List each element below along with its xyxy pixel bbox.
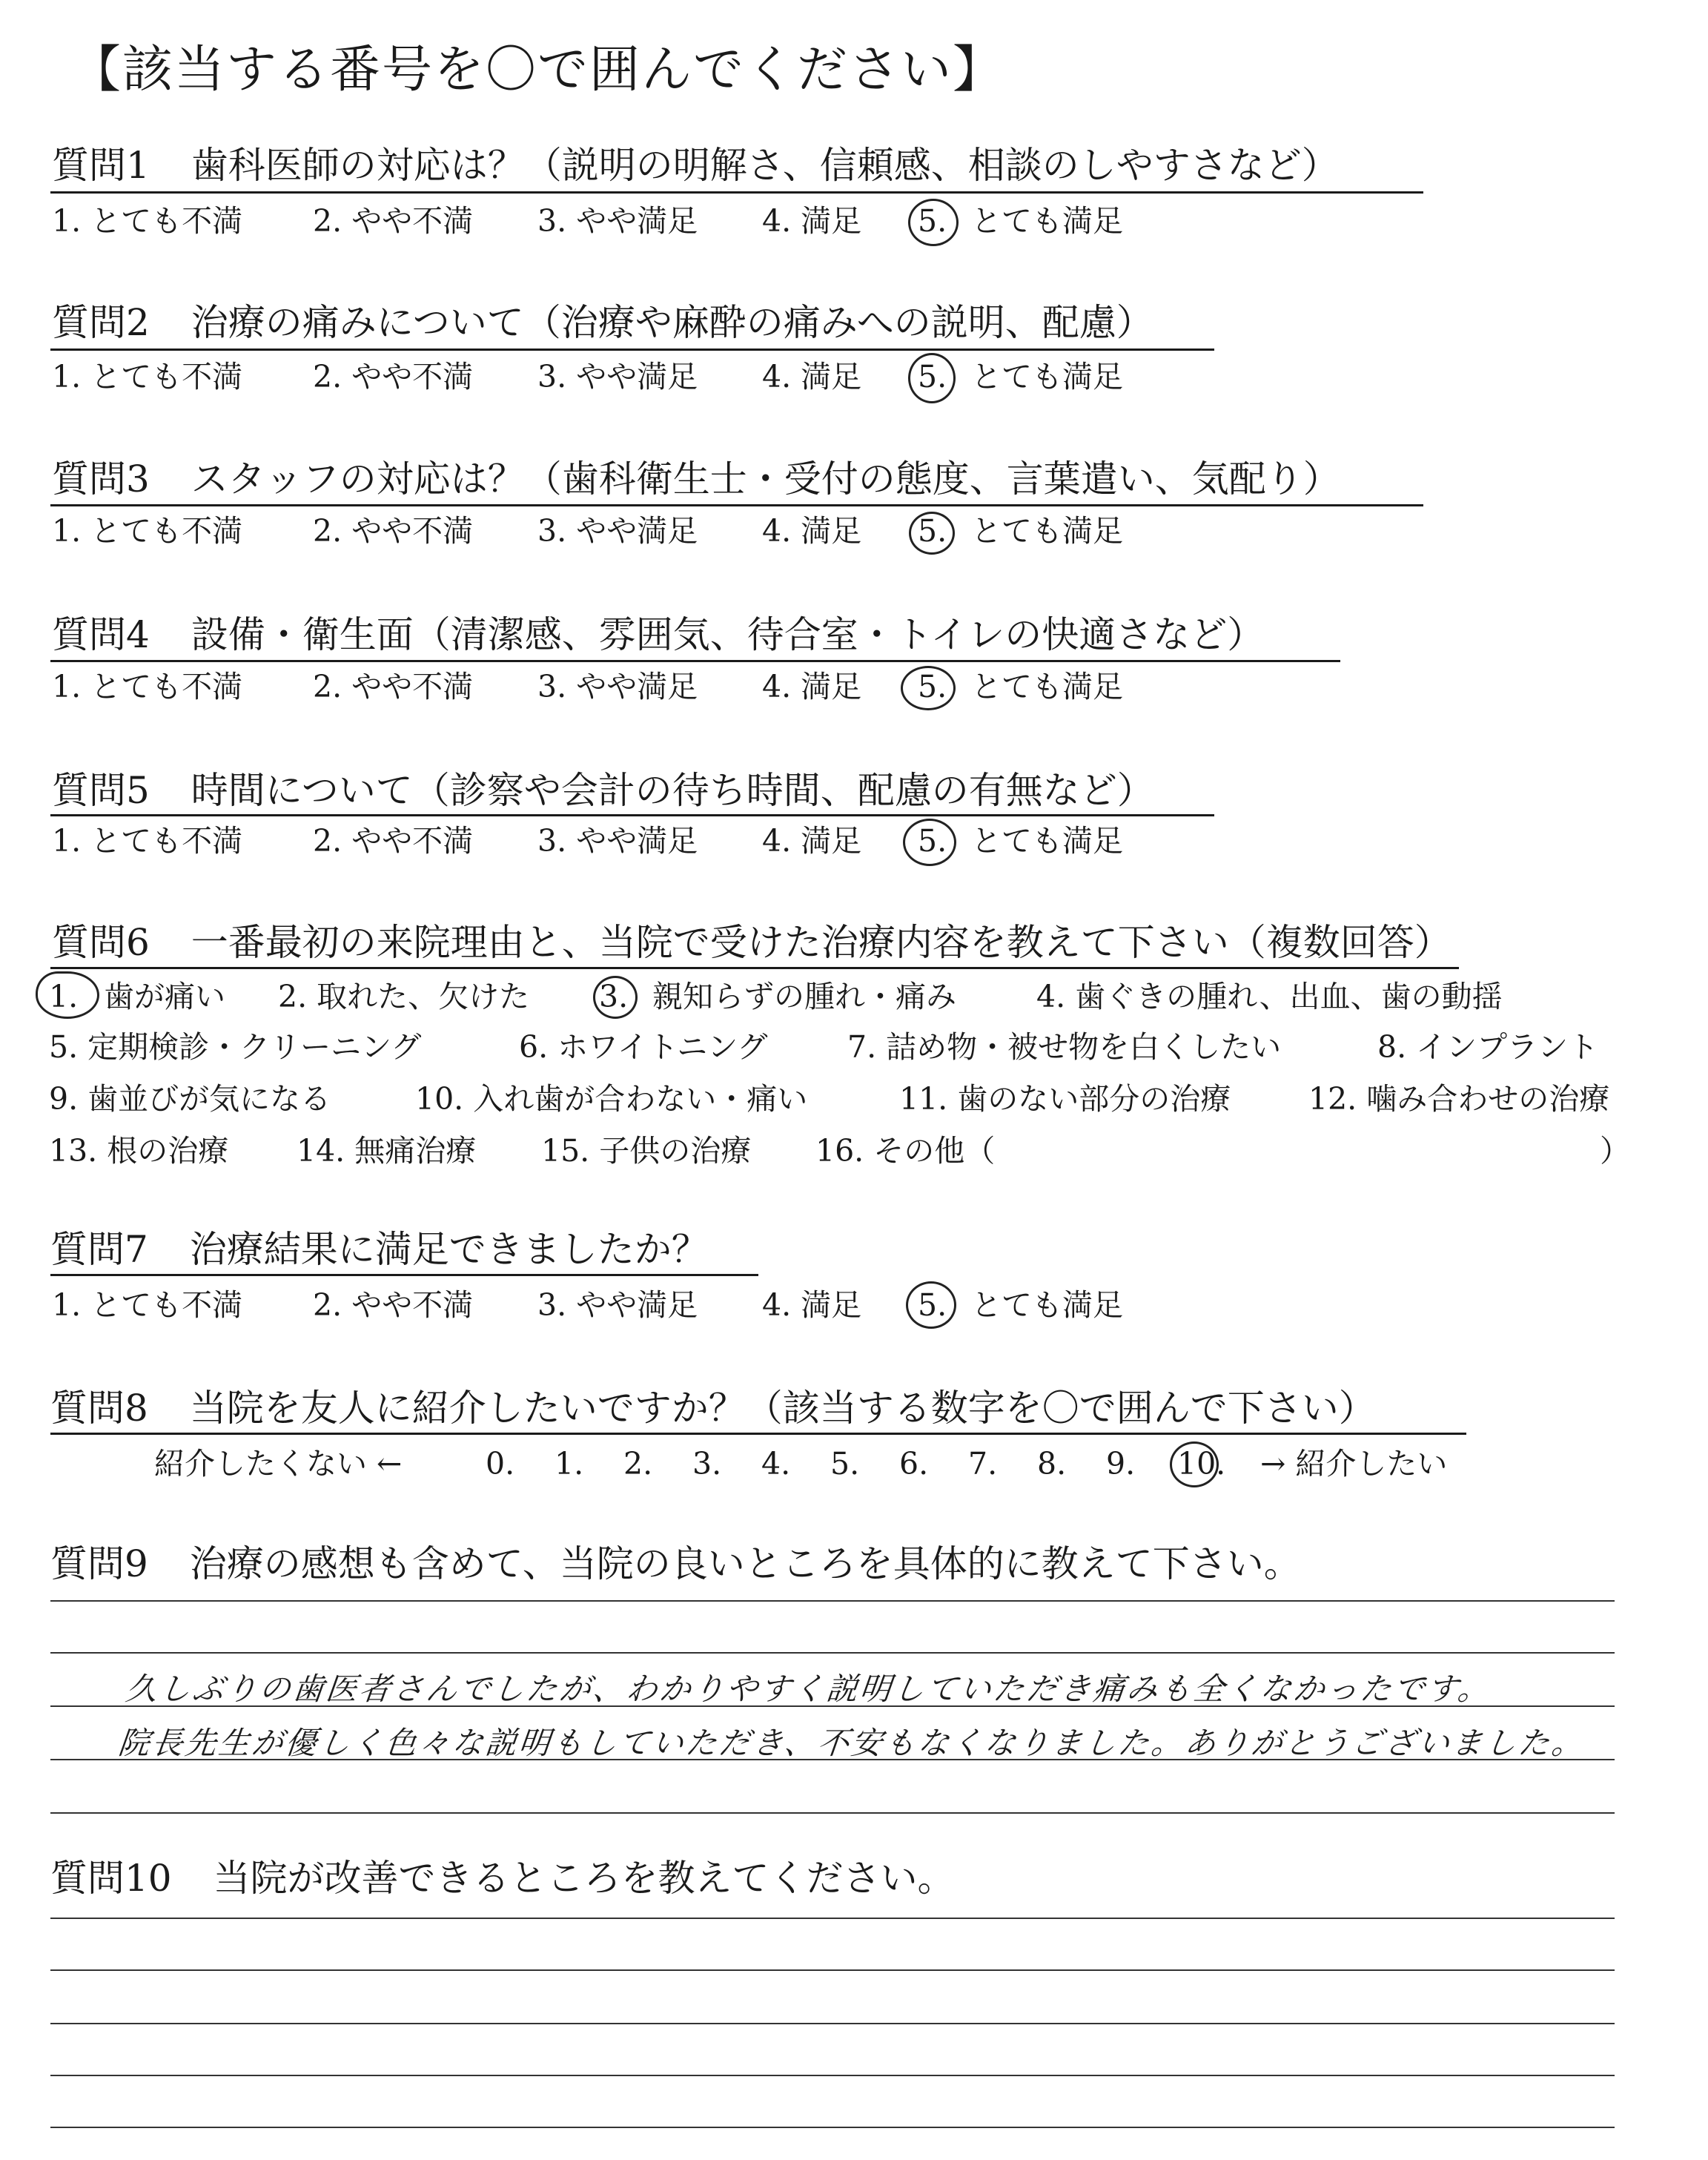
q10-answer-line-3 (50, 2023, 1615, 2024)
q6-option-16-close: ） (1600, 1133, 1630, 1169)
question-1-underline (50, 191, 1423, 194)
q4-option-3[interactable]: 3. やや満足 (537, 669, 698, 704)
q3-option-4[interactable]: 4. 満足 (762, 513, 862, 549)
q8-number-1[interactable]: 1. (555, 1446, 584, 1482)
q2-option-1[interactable]: 1. とても不満 (52, 359, 243, 394)
q9-handwritten-line-1: 久しぶりの歯医者さんでしたが、わかりやすく説明していただき痛みも全くなかったです。 (124, 1671, 1493, 1707)
q1-option-2[interactable]: 2. やや不満 (313, 203, 474, 239)
q6-option-15[interactable]: 15. 子供の治療 (541, 1133, 752, 1169)
q5-selection-circle (903, 819, 956, 866)
q1-option-1[interactable]: 1. とても不満 (52, 203, 243, 239)
q8-number-6[interactable]: 6. (899, 1446, 929, 1482)
q6-option-12[interactable]: 12. 噛み合わせの治療 (1308, 1081, 1610, 1117)
question-7-underline (50, 1274, 758, 1276)
question-5-label: 質問5 (52, 769, 150, 812)
q6-option-16[interactable]: 16. その他（ (815, 1133, 996, 1169)
question-10-text: 当院が改善できるところを教えてください。 (213, 1857, 955, 1900)
q8-number-3[interactable]: 3. (692, 1446, 722, 1482)
q9-answer-line-1 (50, 1600, 1615, 1602)
question-2-underline (50, 349, 1214, 351)
question-3-title (52, 456, 1340, 502)
q8-number-9[interactable]: 9. (1106, 1446, 1136, 1482)
q3-option-2[interactable]: 2. やや不満 (313, 513, 474, 549)
q2-selection-circle (908, 353, 956, 403)
question-2-title (52, 300, 1153, 346)
q5-option-1[interactable]: 1. とても不満 (52, 823, 243, 859)
q1-option-3[interactable]: 3. やや満足 (537, 203, 698, 239)
q7-option-5-label: とても満足 (971, 1287, 1123, 1323)
q7-option-2[interactable]: 2. やや不満 (313, 1287, 474, 1323)
q7-option-5[interactable]: 5. (918, 1287, 947, 1323)
q1-option-4[interactable]: 4. 満足 (762, 203, 862, 239)
q8-left-label: 紹介したくない ← (154, 1446, 403, 1482)
question-7-label: 質問7 (50, 1228, 148, 1271)
q3-option-1[interactable]: 1. とても不満 (52, 513, 243, 549)
q6-selection-circle-3 (593, 976, 638, 1019)
question-5-text: 時間について（診察や会計の待ち時間、配慮の有無など） (191, 769, 1154, 812)
q10-answer-line-5 (50, 2127, 1615, 2128)
question-2-label: 質問2 (52, 301, 150, 344)
q6-option-13[interactable]: 13. 根の治療 (49, 1133, 229, 1169)
q7-option-1[interactable]: 1. とても不満 (52, 1287, 243, 1323)
question-4-text: 設備・衛生面（清潔感、雰囲気、待合室・トイレの快適さなど） (191, 613, 1265, 656)
q3-option-3[interactable]: 3. やや満足 (537, 513, 698, 549)
q6-option-10[interactable]: 10. 入れ歯が合わない・痛い (415, 1081, 808, 1117)
question-6-text: 一番最初の来院理由と、当院で受けた治療内容を教えて下さい（複数回答） (191, 921, 1452, 964)
q2-option-5-label: とても満足 (971, 359, 1123, 394)
question-1-text: 歯科医師の対応は？（説明の明解さ、信頼感、相談のしやすさなど） (191, 144, 1339, 187)
q2-option-4[interactable]: 4. 満足 (762, 359, 862, 394)
q7-option-3[interactable]: 3. やや満足 (537, 1287, 698, 1323)
q6-option-1-num[interactable]: 1. (49, 979, 79, 1014)
q8-right-label: → 紹介したい (1260, 1446, 1448, 1482)
instruction-heading: 【該当する番号を〇で囲んでください】 (70, 41, 1005, 99)
question-3-underline (50, 504, 1423, 506)
question-4-underline (50, 660, 1340, 662)
q8-number-5[interactable]: 5. (830, 1446, 860, 1482)
question-10-title (50, 1855, 955, 1901)
question-4-label: 質問4 (52, 613, 150, 656)
question-3-text: スタッフの対応は？（歯科衛生士・受付の態度、言葉遣い、気配り） (191, 458, 1340, 501)
q6-option-4[interactable]: 4. 歯ぐきの腫れ、出血、歯の動揺 (1036, 979, 1503, 1014)
q5-option-3[interactable]: 3. やや満足 (537, 823, 698, 859)
q6-option-3-num[interactable]: 3. (599, 979, 629, 1014)
q5-option-2[interactable]: 2. やや不満 (313, 823, 474, 859)
q6-selection-circle-1 (36, 971, 99, 1019)
question-2-text: 治療の痛みについて（治療や麻酔の痛みへの説明、配慮） (191, 301, 1153, 344)
q6-option-1-label: 歯が痛い (104, 979, 225, 1014)
q1-selection-circle (908, 199, 959, 246)
q4-option-2[interactable]: 2. やや不満 (313, 669, 474, 704)
q6-option-8[interactable]: 8. インプラント (1377, 1029, 1599, 1065)
q6-option-14[interactable]: 14. 無痛治療 (297, 1133, 477, 1169)
q4-option-5-label: とても満足 (971, 669, 1123, 704)
question-7-title (50, 1226, 709, 1272)
q2-option-3[interactable]: 3. やや満足 (537, 359, 698, 394)
q3-option-5-label: とても満足 (971, 513, 1123, 549)
q8-selection-circle (1170, 1441, 1219, 1487)
q5-option-5-label: とても満足 (971, 823, 1123, 859)
question-8-text: 当院を友人に紹介したいですか？（該当する数字を〇で囲んで下さい） (189, 1387, 1376, 1430)
question-9-label: 質問9 (50, 1542, 148, 1585)
question-1-label: 質問1 (52, 144, 150, 187)
q3-selection-circle (909, 512, 955, 555)
q1-option-5[interactable]: 5. (918, 203, 947, 239)
question-4-title (52, 612, 1264, 658)
question-8-title (50, 1385, 1376, 1431)
q8-number-2[interactable]: 2. (623, 1446, 653, 1482)
question-5-title (52, 767, 1154, 813)
q10-answer-line-4 (50, 2075, 1615, 2076)
q7-selection-circle (906, 1281, 956, 1329)
question-8-underline (50, 1433, 1466, 1435)
q8-number-7[interactable]: 7. (968, 1446, 998, 1482)
q4-option-5[interactable]: 5. (918, 669, 947, 704)
q6-option-9[interactable]: 9. 歯並びが気になる (49, 1081, 331, 1117)
question-6-label: 質問6 (52, 921, 150, 964)
q5-option-4[interactable]: 4. 満足 (762, 823, 862, 859)
q4-selection-circle (901, 666, 956, 710)
question-8-label: 質問8 (50, 1387, 148, 1430)
q6-option-7[interactable]: 7. 詰め物・被せ物を白くしたい (847, 1029, 1282, 1065)
q9-answer-line-5 (50, 1812, 1615, 1814)
q9-handwritten-line-2: 院長先生が優しく色々な説明もしていただき、不安もなくなりました。ありがとうございました。 (116, 1725, 1587, 1761)
question-3-label: 質問3 (52, 458, 150, 501)
question-9-title (50, 1541, 1301, 1587)
q8-number-0[interactable]: 0. (486, 1446, 515, 1482)
q6-option-11[interactable]: 11. 歯のない部分の治療 (899, 1081, 1231, 1117)
q10-answer-line-2 (50, 1969, 1615, 1971)
q6-option-5[interactable]: 5. 定期検診・クリーニング (49, 1029, 422, 1065)
q10-answer-line-1 (50, 1918, 1615, 1919)
q8-number-8[interactable]: 8. (1037, 1446, 1067, 1482)
q2-option-2[interactable]: 2. やや不満 (313, 359, 474, 394)
q6-option-6[interactable]: 6. ホワイトニング (519, 1029, 768, 1065)
question-7-text: 治療結果に満足できましたか？ (189, 1228, 709, 1271)
question-1-title (52, 142, 1339, 188)
q4-option-1[interactable]: 1. とても不満 (52, 669, 243, 704)
question-6-title (52, 919, 1452, 965)
q3-option-5[interactable]: 5. (918, 513, 947, 549)
q6-option-3-label: 親知らずの腫れ・痛み (652, 979, 956, 1014)
q8-number-4[interactable]: 4. (761, 1446, 791, 1482)
q8-number-10[interactable]: 10. (1177, 1446, 1226, 1482)
q4-option-4[interactable]: 4. 満足 (762, 669, 862, 704)
q9-answer-line-2 (50, 1652, 1615, 1654)
q7-option-4[interactable]: 4. 満足 (762, 1287, 862, 1323)
question-10-label: 質問10 (50, 1857, 172, 1900)
q2-option-5[interactable]: 5. (918, 359, 947, 394)
question-5-underline (50, 814, 1214, 816)
question-6-underline (50, 967, 1459, 969)
q1-option-5-label: とても満足 (971, 203, 1123, 239)
q6-option-2[interactable]: 2. 取れた、欠けた (278, 979, 530, 1014)
question-9-text: 治療の感想も含めて、当院の良いところを具体的に教えて下さい。 (189, 1542, 1301, 1585)
q5-option-5[interactable]: 5. (918, 823, 947, 859)
